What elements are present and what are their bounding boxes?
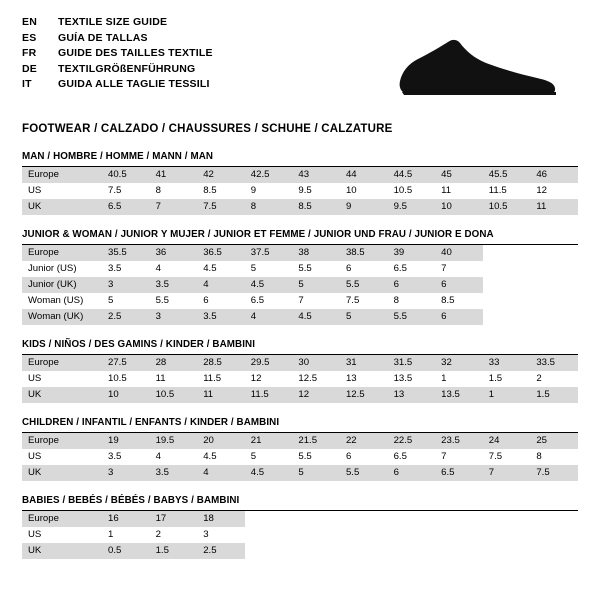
size-cell: 6.5 [393,451,407,462]
size-cell [435,543,483,559]
size-cell: 2.5 [197,543,245,559]
size-cell: 5.5 [340,465,388,481]
row-label: US [28,373,42,384]
row-label: Europe [22,433,102,449]
size-table [22,167,578,215]
size-cell: 7.5 [108,185,122,196]
size-cell [340,527,388,543]
size-cell: 2.5 [102,309,150,325]
table-row [22,261,578,277]
size-cell: 9 [250,185,257,196]
size-cell: 1 [441,373,447,384]
table-row [22,293,578,309]
size-cell: 6 [203,295,209,306]
size-cell: 4 [155,263,161,274]
language-code: ES [22,31,37,44]
row-label: Europe [22,167,102,183]
size-cell: 8.5 [441,295,455,306]
size-cell: 5 [250,451,257,462]
row-label: Woman (US) [28,295,84,306]
size-cell: 7.5 [197,199,245,215]
size-cell: 40 [435,245,483,261]
size-cell: 1 [108,529,114,540]
language-code: EN [22,16,37,28]
size-cell: 17 [150,511,198,527]
size-cell: 4.5 [203,263,217,274]
size-cell: 5 [292,277,340,293]
language-title: GUIDA ALLE TAGLIE TESSILI [58,78,210,90]
size-cell: 28.5 [197,355,245,371]
size-cell: 8 [393,295,399,306]
size-cell: 10 [102,387,150,403]
size-cell: 28 [150,355,198,371]
size-cell: 10.5 [108,373,127,384]
size-cell: 4 [197,465,245,481]
size-block-title: CHILDREN / INFANTIL / ENFANTS / KINDER / BAMBINI [22,417,280,428]
language-code: DE [22,62,37,75]
size-cell: 37.5 [245,245,293,261]
size-cell: 3.5 [150,277,198,293]
size-cell: 6.5 [435,465,483,481]
size-cell [483,261,531,277]
size-cell: 30 [292,355,340,371]
size-cell: 4 [245,309,293,325]
language-row [22,16,213,32]
size-cell: 7.5 [488,451,503,462]
size-cell: 7 [483,465,531,481]
size-cell: 43 [292,167,340,183]
size-cell: 20 [197,433,245,449]
size-cell: 12 [250,373,262,384]
size-cell: 3 [102,465,150,481]
size-cell: 45 [435,167,483,183]
language-code: FR [22,47,37,59]
size-cell: 11 [155,373,166,384]
size-cell: 12 [292,387,340,403]
size-cell [483,309,531,325]
table-row [22,371,578,387]
size-cell: 10.5 [393,185,413,196]
size-cell: 32 [435,355,483,371]
size-cell: 3 [203,529,209,540]
language-row [22,63,213,79]
size-cell: 39 [388,245,436,261]
language-code: IT [22,78,32,90]
size-cell: 10 [345,185,357,196]
size-cell: 42.5 [245,167,293,183]
size-cell: 6 [435,277,483,293]
size-cell: 4.5 [245,465,293,481]
size-cell: 40.5 [102,167,150,183]
row-label: UK [22,387,102,403]
size-table [22,355,578,403]
size-cell [530,277,578,293]
row-label: Woman (UK) [22,309,102,325]
size-cell: 3.5 [108,451,122,462]
size-cell: 6 [345,263,352,274]
size-cell [340,511,388,527]
size-cell: 22.5 [388,433,436,449]
size-cell: 10.5 [483,199,531,215]
size-table [22,433,578,481]
row-label: Europe [22,511,102,527]
size-cell: 11 [530,199,578,215]
row-label: US [28,185,42,196]
size-cell: 38 [292,245,340,261]
size-cell: 3 [150,309,198,325]
size-cell: 10.5 [150,387,198,403]
size-cell [530,309,578,325]
size-cell: 5 [340,309,388,325]
size-block-title: BABIES / BEBÉS / BÉBÉS / BABYS / BAMBINI [22,495,240,506]
table-row [22,387,578,403]
table-row [22,199,578,215]
table-row [22,245,578,261]
size-cell: 8.5 [203,185,217,196]
size-cell: 7 [298,295,304,306]
size-cell: 9.5 [298,185,312,196]
table-row [22,309,578,325]
size-cell: 6.5 [393,263,407,274]
language-titles [22,16,213,94]
size-cell: 19.5 [150,433,198,449]
size-cell: 11.5 [245,387,293,403]
size-cell: 5 [108,295,114,306]
size-cell: 41 [150,167,198,183]
size-cell: 1 [483,387,531,403]
size-cell: 6.5 [102,199,150,215]
size-cell: 7.5 [345,295,360,306]
size-cell [388,543,436,559]
size-cell: 3.5 [197,309,245,325]
size-cell: 3.5 [150,465,198,481]
size-cell: 2 [155,529,161,540]
size-cell: 7.5 [530,465,578,481]
size-cell: 25 [530,433,578,449]
row-label: UK [22,465,102,481]
language-row [22,32,213,48]
size-cell: 8.5 [292,199,340,215]
size-cell: 2 [536,373,542,384]
size-cell [530,543,578,559]
size-cell: 31 [340,355,388,371]
table-row [22,465,578,481]
size-cell: 0.5 [102,543,150,559]
size-cell [530,261,578,277]
size-cell [530,527,578,543]
size-cell: 6 [388,465,436,481]
size-cell: 12.5 [340,387,388,403]
table-row [22,527,578,543]
size-cell [483,293,531,309]
size-cell [292,527,340,543]
size-cell: 38.5 [340,245,388,261]
table-row [22,543,578,559]
size-cell: 11.5 [488,185,507,196]
size-cell: 6 [435,309,483,325]
size-cell: 8 [155,185,161,196]
size-cell: 4.5 [245,277,293,293]
size-cell: 24 [483,433,531,449]
language-title: GUÍA DE TALLAS [58,31,148,44]
size-cell [530,245,578,261]
size-cell [292,543,340,559]
size-cell: 9.5 [388,199,436,215]
size-cell [530,511,578,527]
size-cell: 12 [536,185,548,196]
size-cell: 21 [245,433,293,449]
size-cell: 5.5 [340,277,388,293]
size-cell: 23.5 [435,433,483,449]
size-block [22,151,578,215]
table-row [22,433,578,449]
size-cell: 10 [435,199,483,215]
size-cell: 13.5 [393,373,413,384]
size-cell: 11.5 [203,373,222,384]
size-cell: 44.5 [388,167,436,183]
language-title: TEXTILGRÖßENFÜHRUNG [58,62,196,75]
language-row [22,78,213,94]
size-cell [435,511,483,527]
dress-shoe-icon [382,34,562,109]
size-cell: 4.5 [203,451,217,462]
size-cell: 4 [155,451,161,462]
table-row [22,277,578,293]
size-blocks [22,151,578,559]
language-title: GUIDE DES TAILLES TEXTILE [58,47,213,59]
size-cell: 33 [483,355,531,371]
size-cell: 5 [250,263,257,274]
page-header [22,16,578,109]
size-cell [530,293,578,309]
size-block [22,339,578,403]
size-cell: 19 [102,433,150,449]
size-cell: 5.5 [298,263,312,274]
size-block [22,495,578,559]
size-cell: 45.5 [483,167,531,183]
size-block [22,417,578,481]
size-cell: 1.5 [488,373,503,384]
size-cell [483,527,531,543]
size-table [22,511,578,559]
size-cell: 13 [345,373,357,384]
size-cell: 22 [340,433,388,449]
size-cell: 1.5 [150,543,198,559]
size-cell: 4 [197,277,245,293]
table-row [22,167,578,183]
size-cell [435,527,483,543]
size-cell: 29.5 [245,355,293,371]
size-cell: 4.5 [292,309,340,325]
size-block-title: MAN / HOMBRE / HOMME / MANN / MAN [22,151,214,162]
language-row [22,47,213,63]
size-cell: 13 [388,387,436,403]
size-cell [483,245,531,261]
size-cell [483,511,531,527]
size-cell: 44 [340,167,388,183]
size-cell [245,511,293,527]
size-cell: 13.5 [435,387,483,403]
row-label: US [28,529,42,540]
row-label: US [28,451,42,462]
size-cell: 11 [441,185,452,196]
size-cell: 8 [536,451,542,462]
size-cell: 6 [345,451,352,462]
row-label: UK [22,543,102,559]
size-cell: 46 [530,167,578,183]
size-table [22,245,578,325]
category-title: FOOTWEAR / CALZADO / CHAUSSURES / SCHUHE / CALZATURE [22,123,393,135]
table-row [22,449,578,465]
size-cell: 3.5 [108,263,122,274]
size-cell: 42 [197,167,245,183]
size-cell: 6 [388,277,436,293]
size-cell: 21.5 [292,433,340,449]
table-row [22,355,578,371]
row-label: Junior (US) [28,263,77,274]
size-cell: 5 [292,465,340,481]
size-cell: 12.5 [298,373,318,384]
size-cell: 5.5 [298,451,312,462]
size-cell: 7 [150,199,198,215]
size-cell [245,543,293,559]
size-cell [388,527,436,543]
size-cell: 1.5 [530,387,578,403]
size-block-title: KIDS / NIÑOS / DES GAMINS / KINDER / BAMBINI [22,339,256,350]
row-label: Europe [22,245,102,261]
size-cell: 7 [441,263,447,274]
size-cell: 8 [245,199,293,215]
size-cell [483,543,531,559]
size-cell: 7 [441,451,447,462]
size-cell: 18 [197,511,245,527]
size-cell: 16 [102,511,150,527]
size-cell [292,511,340,527]
size-cell: 36 [150,245,198,261]
size-block-title: JUNIOR & WOMAN / JUNIOR Y MUJER / JUNIOR ET FEMME / JUNIOR UND FRAU / JUNIOR E DONA [22,229,494,240]
size-cell [245,527,293,543]
size-cell: 31.5 [388,355,436,371]
table-row [22,183,578,199]
size-cell [340,543,388,559]
size-cell: 36.5 [197,245,245,261]
row-label: Junior (UK) [22,277,102,293]
size-cell [388,511,436,527]
size-cell: 6.5 [250,295,265,306]
size-cell: 5.5 [155,295,169,306]
row-label: Europe [22,355,102,371]
size-cell: 33.5 [530,355,578,371]
size-cell: 9 [340,199,388,215]
size-block [22,229,578,325]
row-label: UK [22,199,102,215]
size-cell: 5.5 [388,309,436,325]
size-cell: 3 [102,277,150,293]
table-row [22,511,578,527]
size-cell: 11 [197,387,245,403]
size-cell: 27.5 [102,355,150,371]
language-title: TEXTILE SIZE GUIDE [58,16,168,28]
size-cell: 35.5 [102,245,150,261]
size-cell [483,277,531,293]
